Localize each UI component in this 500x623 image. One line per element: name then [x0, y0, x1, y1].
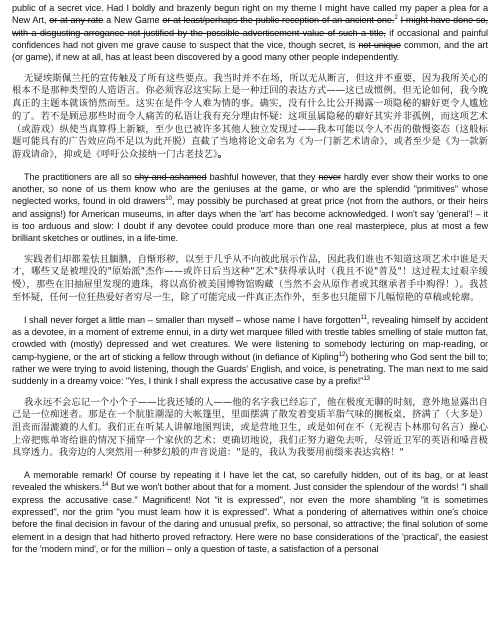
footnote-ref[interactable]: 13 [363, 376, 370, 383]
para-1-en [12, 2, 488, 64]
text-segment: , revealing himself by accident as a devotee, in a moment of extreme ennui, in a dirty wet marquee filled with trestle tables smelling of stale mutton fat, crowded with (mostly) depressed and wet creatures. We were listening to somebody lecturing on map-reading, or camp-hygiene, or the art of sticking a fellow through without (in defiance of Kipling [12, 314, 488, 362]
footnote-ref[interactable]: 10 [165, 196, 172, 203]
text-segment: a New Game [103, 15, 163, 26]
struck-text: or at least/perhaps the public reception of an ancient one. [162, 15, 395, 26]
text-segment: The practitioners are all so [24, 171, 135, 182]
text-segment: common, and the art (or game), if new at all, has at least been discovered by a good many other people independently. [12, 40, 488, 63]
text-segment: public of a secret vice. Had I boldly and brazenly begun right on my theme I might have called my paper a plea for a New Art, [12, 3, 488, 26]
text-segment: ) bothering who God sent the bill to; rather we were trying to avoid listening, though the Guards' English, and voice, is penetrating. The man next to me said suddenly in a dreamy voice: "Yes, I think I shall express the accusative case by a prefix!" [12, 351, 489, 387]
struck-text: or at any rate [49, 15, 104, 26]
para-2-zh [12, 254, 488, 305]
para-3-en [12, 314, 488, 388]
text-segment: bashful however, that they [206, 171, 319, 182]
text-segment: A memorable remark! Of course by repeating it I have let the cat, so carefully hidden, out of its bag, or at least revealed the whiskers. [12, 470, 488, 493]
text-segment: , may possibly be purchased at great price (not from the authors, or their heirs and assigns!) for American museums, in after days when the 'art' has become acknowledged. I won't say 'general'! – it is too arduous and slow: I doubt if any devotee could produce more than one real masterpiece, plus at most a few brilliant sketches or outlines, in a life-time. [12, 196, 488, 244]
text-segment: hardly ever show their works to one another, so none of us them know who are the geniuses at the game, or who are the splendid "primitives" whose neglected works, found in old drawers [12, 171, 488, 207]
footnote-ref[interactable]: 14 [101, 482, 109, 489]
text-segment: 实践者们却都羞怯且腼腆，自惭形秽，以至于几乎从不向彼此展示作品，因此我们谁也不知道这项艺术中谁是天才，哪些又是被埋没的"原始派"杰作——或许日后当这种"艺术"获得承认时（我且不说"普及"！这过程太过艰辛缓慢），那些在旧抽屉里发现的遗珠，将以高价被美国博物馆购藏（当然不会从原作者或其继承者手中购得！）。我甚至怀疑，任何一位狂热爱好者穷尽一生，除了可能完成一件真正杰作外，至多也只能留下几幅惊艳的草稿或轮廓。 [12, 253, 488, 303]
struck-text: I might have done so, with a disgusting arrogance not justified by the possible advertisement value of such a title, [12, 15, 489, 38]
struck-text: not unique [358, 40, 401, 51]
bold-text: 。 [217, 148, 228, 160]
struck-text: never [318, 171, 341, 182]
footnote-ref[interactable]: 11 [360, 314, 367, 321]
text-segment: if occasional and painful confidences had not given me grave cause to suspect that the vice, though secret, is [12, 27, 488, 51]
para-1-zh [12, 73, 488, 162]
text-segment: 我永远不会忘记一个小个子——比我还矮的人——他的名字我已经忘了，他在极度无聊的时刻，意外地显露出自己是一位痴迷者。那是在一个肮脏潮湿的大帐篷里，里面摆满了散发着变质羊脂气味的搁板桌，挤满了（大多是）沮丧而湿漉漉的人们。我们正在听某人讲解地图判读，或是营地卫生，或是如何在不（无视吉卜林那句名言）操心上帝把账单寄给谁的情况下捅穿一个家伙的艺术；更确切地说，我们正努力避免去听，尽管近卫军的英语和嗓音极具穿透力。我旁边的人突然用一种梦幻般的声音说道："是的，我认为我要用前缀来表达宾格！" [12, 396, 488, 459]
footnote-ref[interactable]: 12 [338, 351, 346, 358]
text-segment: 无疑埃斯佩兰托的宣传触及了所有这些要点。我当时并不在场，所以无从断言，但这并不重要，因为我所关心的根本不是那种类型的人造语言。你必须容忍这实际上是一种迂回的表达方式——这已成惯例。但无论如何，我今晚真正的主题本就该悄然而至。这实在是件令人难为情的事。确实，没有什么比公开揭露一项隐秘的癖好更令人尴尬的了。若不是顾忌那些时而令人痛苦的私语让我有充分理由怀疑：这项虽属隐秘的癖好其实并非孤例，而这项艺术（或游戏）纵使当真算得上新颖，至少也已被许多其他人独立发现过——我本可能以令人不齿的傲慢姿态（这般标题可能具有的广告效应尚不足以为此开脱）直截了当地将论文命名为《为一门新艺术请命》，或者至少是《为一款新游戏请命》，抑或是《呼吁公众接纳一门古老技艺》 [12, 72, 488, 160]
para-2-en [12, 171, 488, 245]
para-3-zh [12, 397, 488, 461]
text-segment: But we won't bother about that for a moment. Just consider the splendour of the words! "I shall express the accusative case." Magnificent! Not "it is expressed", nor even the more shambling "it is sometimes expressed", nor the grim "you must learn how it is expressed". What a pondering of alternatives within one's choice before the final decision in favour of the daring and unusual prefix, so personal, so attractive; the final solution of some element in a design that had hitherto proved refractory. Here were no base considerations of the 'practical', the easiest for the 'modern mind', or for the million – only a question of taste, a satisfaction of a personal [12, 482, 488, 555]
struck-text: shy and ashamed [134, 171, 207, 182]
footnote-ref[interactable]: 2 [394, 15, 398, 22]
para-4-en [12, 469, 488, 555]
text-segment: I shall never forget a little man – smaller than myself – whose name I have forgotten [24, 314, 361, 325]
